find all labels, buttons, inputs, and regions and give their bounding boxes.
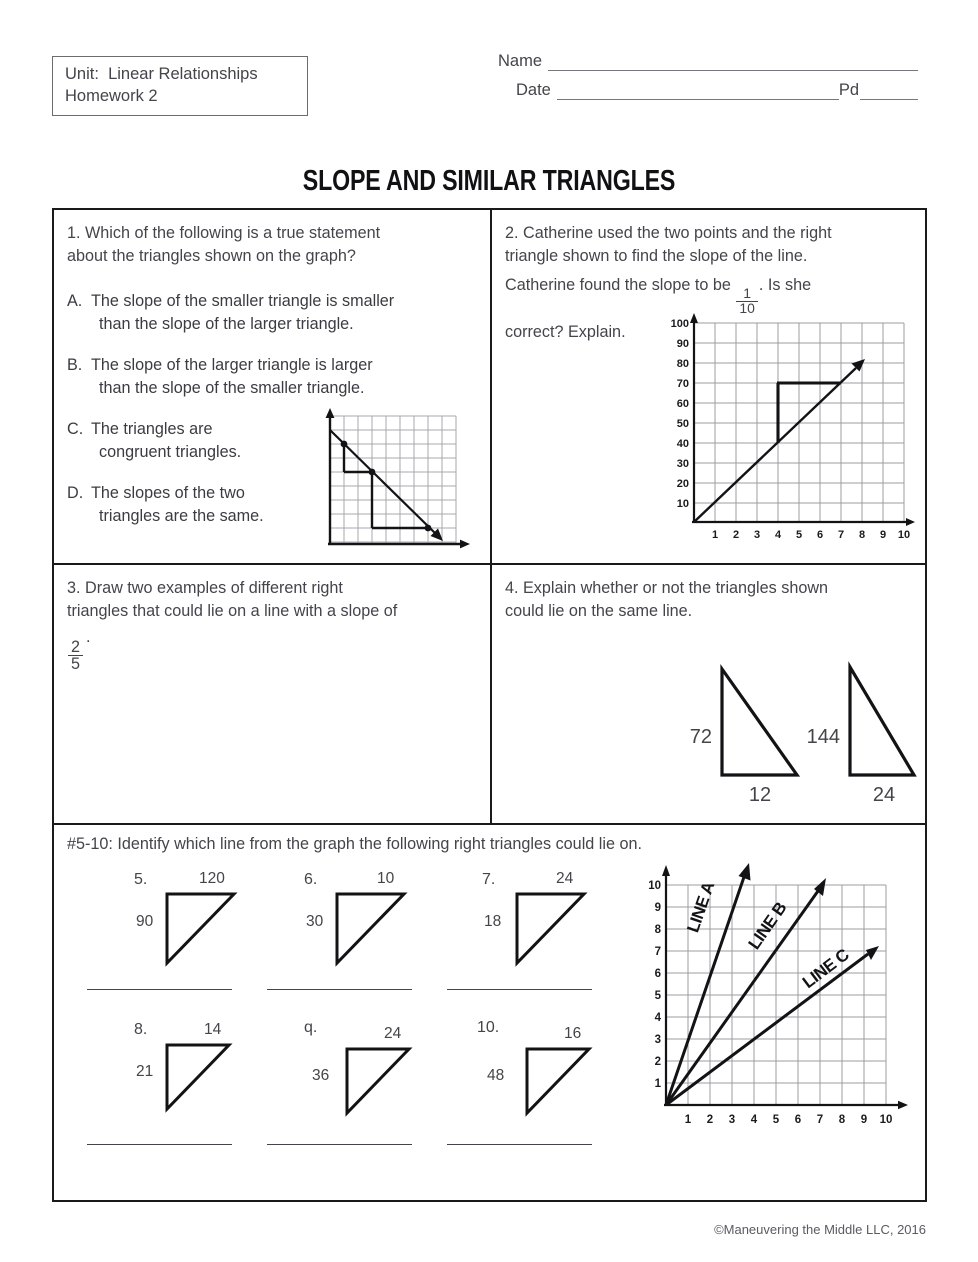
problem-6-left-label: 30: [306, 913, 324, 930]
choice-b-text: The slope of the larger triangle is larger than the slope of the smaller triangle.: [91, 356, 373, 397]
problem-8-top-label: 14: [204, 1021, 222, 1038]
svg-text:20: 20: [676, 478, 689, 490]
question-3-work-area[interactable]: [67, 685, 477, 810]
triangle-2-vertical-label: 144: [806, 726, 840, 748]
svg-text:3: 3: [753, 529, 761, 541]
svg-text:4: 4: [774, 529, 782, 541]
problem-6-answer-line[interactable]: [267, 989, 412, 990]
triangle-2-horizontal-label: 24: [872, 784, 896, 806]
question-4-figures: [682, 651, 922, 811]
problem-5[interactable]: [74, 865, 264, 985]
problem-6-triangle: [337, 894, 404, 963]
question-2-prompt: 2. Catherine used the two points and the right triangle shown to find the slope of the line. Catherine found the slope to be $\frac{1}{10}$ . Is she correct? Explain.: [505, 222, 915, 344]
triangle-1-horizontal-label: 12: [748, 784, 772, 806]
problem-7-number: 7.: [482, 871, 496, 888]
x-axis-tick-labels: [685, 1114, 893, 1126]
svg-text:9: 9: [654, 902, 661, 914]
question-1-cell: [54, 210, 490, 563]
question-3-slope-line: $\frac{2}{5}$ .: [67, 626, 476, 672]
problem-8-answer-line[interactable]: [87, 1144, 232, 1145]
problem-9-top-label: 24: [384, 1025, 402, 1042]
svg-text:40: 40: [676, 438, 689, 450]
choice-b-letter: B.: [67, 356, 83, 374]
svg-text:6: 6: [794, 1114, 802, 1126]
problem-7-left-label: 18: [484, 913, 502, 930]
date-row: [498, 81, 918, 100]
problem-8-number: 8.: [134, 1021, 148, 1038]
svg-text:30: 30: [676, 458, 689, 470]
svg-text:10: 10: [897, 529, 911, 541]
question-2-graph: [658, 310, 916, 558]
question-4-cell: [492, 565, 929, 823]
triangle-144-24: [850, 667, 914, 775]
svg-text:5: 5: [795, 529, 803, 541]
problem-7[interactable]: [449, 865, 639, 985]
student-info-block: [498, 52, 918, 110]
question-1-prompt: 1. Which of the following is a true statement about the triangles shown on the graph?: [67, 224, 381, 265]
svg-text:2: 2: [732, 529, 740, 541]
slope-fraction: $\frac{1}{10}$: [736, 287, 758, 316]
svg-text:60: 60: [676, 398, 689, 410]
svg-text:7: 7: [816, 1114, 824, 1126]
questions-5-10-heading: #5-10: Identify which line from the graph the following right triangles could lie on.: [67, 835, 642, 853]
problem-5-answer-line[interactable]: [87, 989, 232, 990]
question-4-prompt: 4. Explain whether or not the triangles shown could lie on the same line.: [505, 579, 829, 620]
choice-a[interactable]: [67, 290, 476, 336]
problem-10-answer-line[interactable]: [447, 1144, 592, 1145]
svg-text:2: 2: [706, 1114, 714, 1126]
svg-text:9: 9: [860, 1114, 868, 1126]
svg-text:7: 7: [654, 946, 661, 958]
line-a-label: LINE A: [683, 879, 719, 935]
name-input-line[interactable]: [548, 56, 918, 71]
problem-5-left-label: 90: [136, 913, 154, 930]
copyright-footer: ©Maneuvering the Middle LLC, 2016: [714, 1222, 926, 1237]
svg-text:8: 8: [654, 924, 661, 936]
date-label: Date: [516, 81, 551, 99]
question-1-graph: [312, 406, 472, 558]
svg-text:3: 3: [654, 1034, 661, 1046]
problem-5-number: 5.: [134, 871, 148, 888]
svg-text:2: 2: [654, 1056, 661, 1068]
problem-10[interactable]: [449, 1015, 639, 1135]
svg-text:1: 1: [711, 529, 719, 541]
svg-text:5: 5: [772, 1114, 780, 1126]
line-c-label: LINE C: [798, 945, 853, 993]
problem-10-number: 10.: [477, 1019, 500, 1036]
svg-text:8: 8: [838, 1114, 846, 1126]
choice-a-text: The slope of the smaller triangle is smaller than the slope of the larger triangle.: [91, 292, 395, 333]
problem-9[interactable]: [269, 1015, 459, 1135]
problem-7-triangle: [517, 894, 584, 963]
questions-5-10-cell: [54, 825, 929, 1202]
svg-text:4: 4: [654, 1012, 661, 1024]
choice-b[interactable]: [67, 354, 476, 400]
date-input-line[interactable]: [557, 85, 839, 100]
choice-c-letter: C.: [67, 420, 84, 438]
grid-lines: [330, 416, 456, 544]
worksheet-grid: [52, 208, 927, 1202]
unit-info-box: [52, 56, 308, 116]
svg-text:1: 1: [684, 1114, 692, 1126]
choice-a-letter: A.: [67, 292, 83, 310]
svg-text:3: 3: [728, 1114, 736, 1126]
triangle-72-12: [722, 669, 797, 775]
lines-graph: [646, 847, 921, 1159]
problem-5-top-label: 120: [199, 870, 225, 887]
svg-text:6: 6: [816, 529, 824, 541]
problem-9-number: q.: [304, 1019, 318, 1036]
y-axis-tick-labels: [648, 880, 661, 1090]
svg-text:6: 6: [654, 968, 661, 980]
svg-text:8: 8: [858, 529, 866, 541]
problem-5-triangle: [167, 894, 234, 963]
problem-7-answer-line[interactable]: [447, 989, 592, 990]
problem-9-triangle: [347, 1049, 409, 1113]
problem-7-top-label: 24: [556, 870, 574, 887]
problem-10-left-label: 48: [487, 1067, 505, 1084]
problem-6[interactable]: [269, 865, 459, 985]
pd-input-line[interactable]: [860, 85, 918, 100]
problem-6-top-label: 10: [377, 870, 395, 887]
line-b-label: LINE B: [744, 898, 791, 953]
question-2-slope-line: Catherine found the slope to be $\frac{1}{10}$ . Is she: [505, 276, 812, 316]
y-axis-tick-labels: [671, 318, 689, 510]
svg-text:1: 1: [654, 1078, 661, 1090]
problem-9-answer-line[interactable]: [267, 1144, 412, 1145]
svg-text:10: 10: [676, 498, 689, 510]
problem-9-left-label: 36: [312, 1067, 330, 1084]
svg-text:9: 9: [879, 529, 887, 541]
choice-d-text: The slopes of the two triangles are the same.: [91, 484, 264, 525]
x-axis-tick-labels: [712, 529, 910, 541]
problem-10-top-label: 16: [564, 1025, 582, 1042]
svg-text:10: 10: [648, 880, 661, 892]
svg-text:50: 50: [676, 418, 689, 430]
problem-6-number: 6.: [304, 871, 318, 888]
problem-8-triangle: [167, 1045, 229, 1109]
homework-number: Homework 2: [65, 86, 158, 105]
problem-10-triangle: [527, 1049, 589, 1113]
svg-text:80: 80: [676, 358, 689, 370]
name-row: [498, 52, 918, 71]
problem-8[interactable]: [74, 1015, 264, 1135]
svg-text:100: 100: [670, 318, 689, 330]
svg-text:10: 10: [879, 1114, 893, 1126]
unit-name: Unit: Linear Relationships: [65, 65, 258, 83]
svg-text:7: 7: [837, 529, 845, 541]
question-2-cell: [492, 210, 929, 563]
question-3-prompt: 3. Draw two examples of different right triangles that could lie on a line with a slope of $\frac{2}{5}$ .: [67, 577, 476, 672]
slope-fraction-q3: $\frac{2}{5}$: [68, 639, 83, 672]
question-3-cell: [54, 565, 490, 823]
choice-c-text: The triangles are congruent triangles.: [91, 420, 242, 461]
triangle-1-vertical-label: 72: [689, 726, 712, 748]
svg-text:4: 4: [750, 1114, 758, 1126]
problem-8-left-label: 21: [136, 1063, 154, 1080]
pd-label: Pd: [838, 81, 859, 99]
svg-text:5: 5: [654, 990, 661, 1002]
line-c: [666, 946, 879, 1105]
choice-d-letter: D.: [67, 484, 84, 502]
svg-text:90: 90: [676, 338, 689, 350]
name-label: Name: [498, 52, 543, 70]
svg-text:70: 70: [676, 378, 689, 390]
page-title: SLOPE AND SIMILAR TRIANGLES: [302, 165, 676, 197]
